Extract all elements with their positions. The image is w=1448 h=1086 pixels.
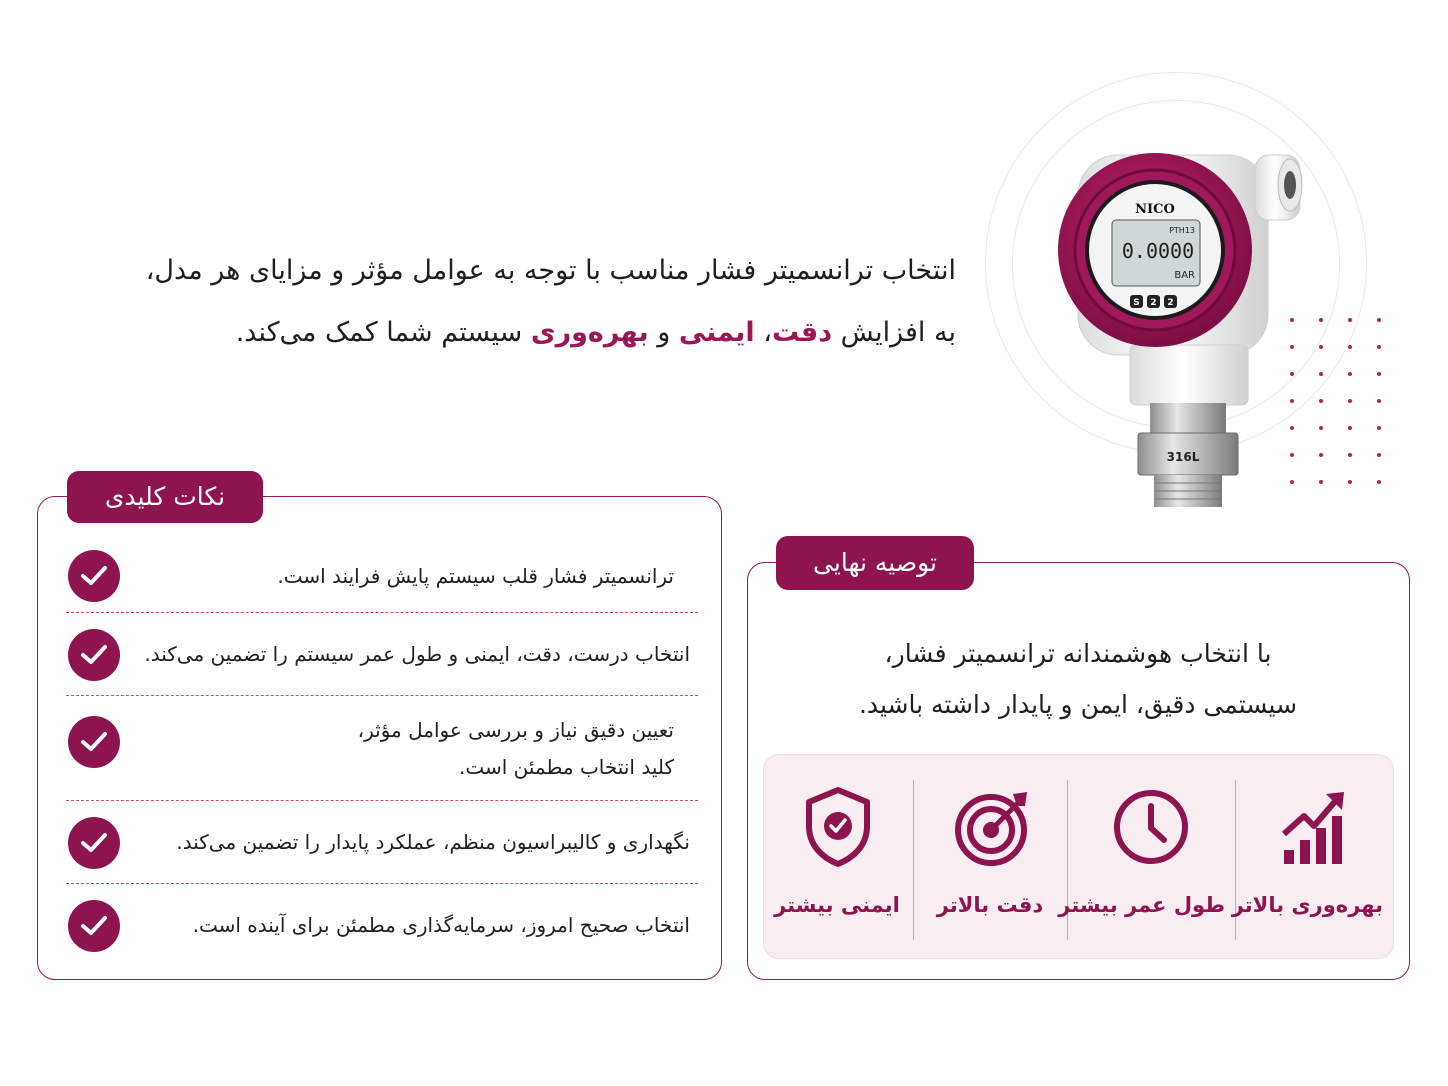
decorative-dot (1319, 426, 1323, 430)
benefit-lifetime: طول عمر بیشتر (1058, 893, 1225, 917)
decorative-dot (1377, 345, 1381, 349)
check-icon (68, 629, 120, 681)
key-point-4: نگهداری و کالیبراسیون منظم، عملکرد پایدار را تضمین می‌کند. (176, 830, 690, 854)
product-brand-label: NICO (1135, 202, 1175, 217)
decorative-dot (1377, 426, 1381, 430)
recommendation-title: توصیه نهایی (776, 536, 974, 590)
keyword-productivity: بهره‌وری (530, 317, 649, 348)
decorative-dot (1348, 399, 1352, 403)
hero-text (36, 240, 956, 364)
decorative-dot (1348, 372, 1352, 376)
hero-line-1: انتخاب ترانسمیتر فشار مناسب با توجه به عوامل مؤثر و مزایای هر مدل، (145, 255, 956, 286)
key-point-2: انتخاب درست، دقت، ایمنی و طول عمر سیستم را تضمین می‌کند. (144, 642, 690, 666)
product-button-2a: 2 (1150, 298, 1157, 308)
benefit-accuracy: دقت بالاتر (936, 893, 1044, 917)
check-icon (68, 900, 120, 952)
hero-line-2 (36, 302, 956, 364)
target-icon (953, 788, 1033, 868)
decorative-dot (1319, 399, 1323, 403)
decorative-dot (1319, 480, 1323, 484)
decorative-dot (1348, 426, 1352, 430)
recommendation-line-2: سیستمی دقیق، ایمن و پایدار داشته باشید. (858, 690, 1298, 719)
decorative-dot (1319, 345, 1323, 349)
benefit-safety: ایمنی بیشتر (774, 893, 900, 917)
product-button-2b: 2 (1167, 298, 1174, 308)
decorative-dot (1377, 480, 1381, 484)
key-points-title: نکات کلیدی (67, 471, 263, 523)
decorative-dot (1377, 399, 1381, 403)
hero-separator-1: ، (754, 317, 772, 348)
growth-chart-icon (1280, 788, 1350, 866)
key-point-3-line-2: کلید انتخاب مطمئن است. (459, 755, 674, 779)
recommendation-line-1: با انتخاب هوشمندانه ترانسمیتر فشار، (884, 639, 1272, 668)
decorative-dot (1348, 480, 1352, 484)
decorative-dot (1348, 345, 1352, 349)
key-point-5: انتخاب صحیح امروز، سرمایه‌گذاری مطمئن برای آینده است. (192, 913, 690, 937)
divider (66, 800, 698, 801)
product-display-reading: 0.0000 (1121, 239, 1195, 263)
product-display-unit: BAR (1174, 270, 1195, 281)
divider (66, 883, 698, 884)
recommendation-text (748, 628, 1408, 730)
keyword-safety: ایمنی (678, 317, 755, 348)
pressure-transmitter-image (1050, 145, 1310, 515)
hero-line-2-prefix: به افزایش (832, 317, 956, 348)
keyword-accuracy: دقت (771, 317, 833, 348)
decorative-dot (1377, 372, 1381, 376)
product-material-label: 316L (1166, 450, 1200, 464)
divider (913, 780, 914, 940)
decorative-dot (1377, 453, 1381, 457)
decorative-dot (1319, 318, 1323, 322)
check-icon (68, 817, 120, 869)
divider (66, 695, 698, 696)
check-icon (68, 550, 120, 602)
key-point-3-line-1: تعیین دقیق نیاز و بررسی عوامل مؤثر، (357, 718, 674, 742)
decorative-dot (1348, 318, 1352, 322)
product-model-label: PTH13 (1169, 226, 1195, 235)
clock-icon (1112, 788, 1190, 866)
product-button-s: S (1133, 298, 1140, 308)
hero-separator-2: و (648, 317, 679, 348)
decorative-dot (1348, 453, 1352, 457)
decorative-dot (1377, 318, 1381, 322)
divider (66, 612, 698, 613)
key-point-3 (358, 712, 674, 786)
decorative-dot (1319, 453, 1323, 457)
hero-line-2-suffix: سیستم شما کمک می‌کند. (235, 317, 531, 348)
shield-check-icon (803, 786, 873, 868)
decorative-dot (1319, 372, 1323, 376)
benefit-productivity: بهره‌وری بالاتر (1231, 893, 1383, 917)
key-point-1: ترانسمیتر فشار قلب سیستم پایش فرایند است. (277, 564, 674, 588)
check-icon (68, 716, 120, 768)
